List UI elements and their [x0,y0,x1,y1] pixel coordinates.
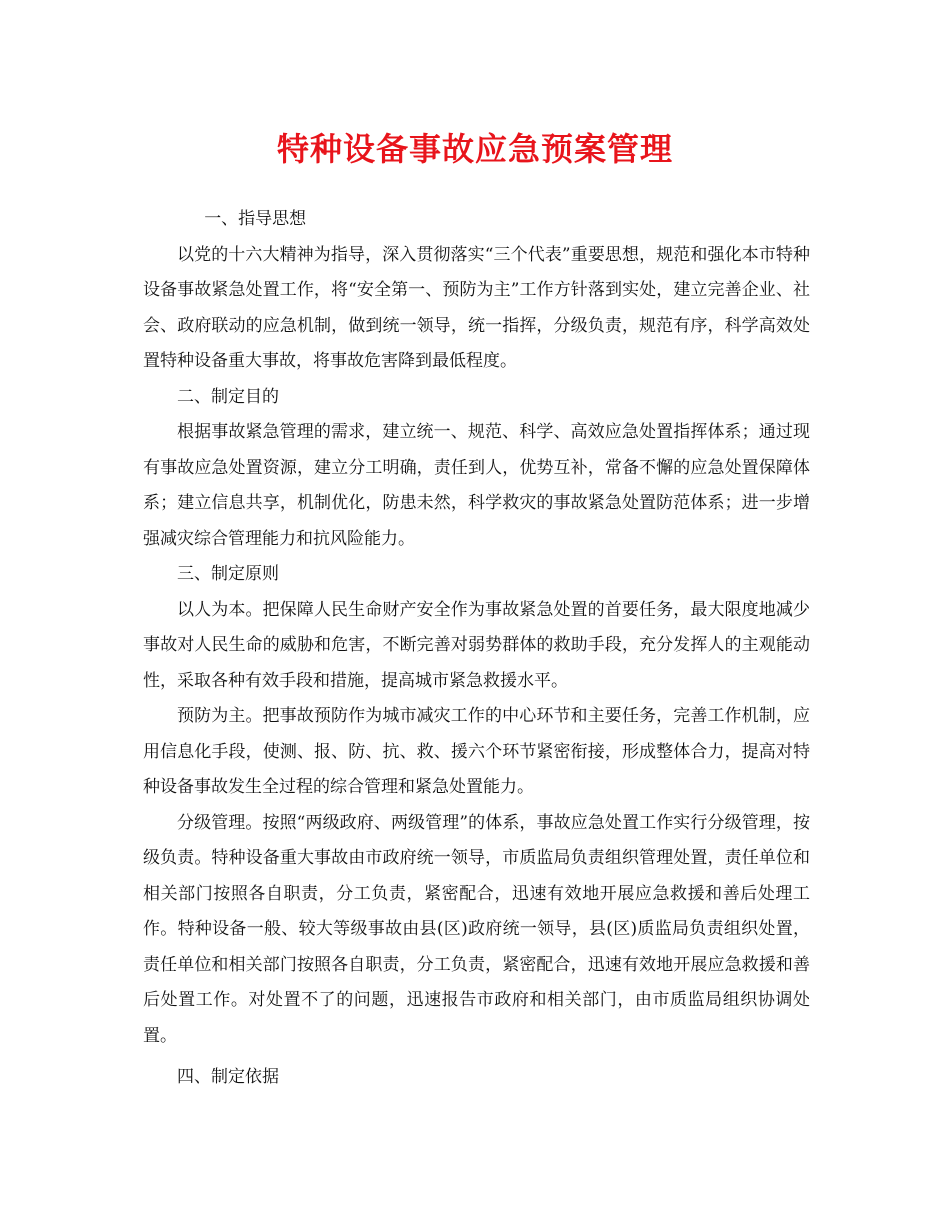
section-heading-2: 二、制定目的 [177,386,279,407]
section-heading-4: 四、制定依据 [177,1067,279,1087]
paragraph: 以人为本。把保障人民生命财产安全作为事故紧急处置的首要任务，最大限度地减少事故对人民生命的威胁和危害，不断完善对弱势群体的救助手段，充分发挥人的主观能动性，采取各种有效手段和措施，提高城市紧急救援水平。 [143,599,810,691]
section-heading-1: 一、指导思想 [204,209,307,229]
document-title: 特种设备事故应急预案管理 [276,130,673,168]
paragraph: 根据事故紧急管理的需求，建立统一、规范、科学、高效应急处置指挥体系；通过现有事故应急处置资源，建立分工明确，责任到人，优势互补，常备不懈的应急处置保障体系；建立信息共享，机制优化，防患未然，科学救灾的事故紧急处置防范体系；进一步增强减灾综合管理能力和抗风险能力。 [143,422,810,549]
paragraph: 以党的十六大精神为指导，深入贯彻落实“三个代表”重要思想，规范和强化本市特种设备事故紧急处置工作，将“安全第一、预防为主”工作方针落到实处，建立完善企业、社会、政府联动的应急机制，做到统一领导，统一指挥，分级负责，规范有序，科学高效处置特种设备重大事故，将事故危害降到最低程度。 [143,244,810,371]
section-heading-3: 三、制定原则 [177,564,279,584]
paragraph: 分级管理。按照“两级政府、两级管理”的体系，事故应急处置工作实行分级管理，按级负责。特种设备重大事故由市政府统一领导，市质监局负责组织管理处置，责任单位和相关部门按照各自职责，分工负责，紧密配合，迅速有效地开展应急救援和善后处理工作。特种设备一般、较大等级事故由县(区)政府统一领导，县(区)质监局负责组织处置，责任单位和相关部门按照各自职责，分工负责，紧密配合，迅速有效地开展应急救援和善后处置工作。对处置不了的问题，迅速报告市政府和相关部门，由市质监局组织协调处置。 [143,812,810,1046]
paragraph: 预防为主。把事故预防作为城市减灾工作的中心环节和主要任务，完善工作机制，应用信息化手段，使测、报、防、抗、救、援六个环节紧密衔接，形成整体合力，提高对特种设备事故发生全过程的综合管理和紧急处置能力。 [143,706,810,797]
document-body [143,202,810,1096]
